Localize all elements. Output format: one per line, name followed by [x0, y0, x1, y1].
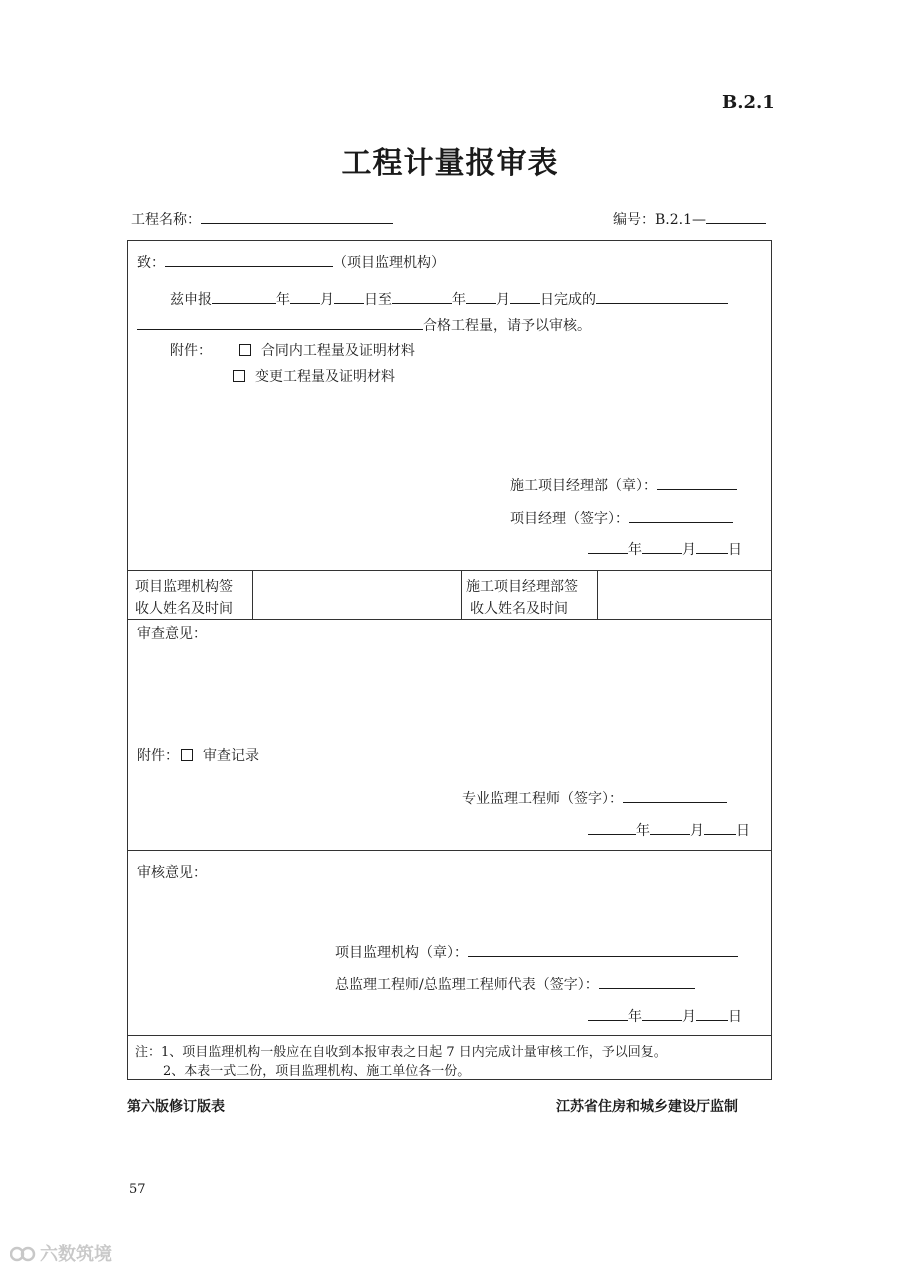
divider: [127, 1035, 772, 1036]
month-label: 月: [682, 542, 696, 558]
review-year-field[interactable]: [588, 819, 636, 835]
chief-sign-row: [335, 973, 695, 994]
start-day-field[interactable]: [334, 288, 364, 304]
attach-item-contract: 合同内工程量及证明材料: [260, 343, 415, 359]
day-label: 日: [728, 542, 742, 558]
apply-date-row: [588, 538, 742, 559]
footer-edition: 第六版修订版表: [127, 1099, 225, 1115]
org-seal-label: 项目监理机构（章）：: [335, 945, 468, 961]
chief-sign-field[interactable]: [599, 973, 695, 989]
apply-day-field[interactable]: [696, 538, 728, 554]
end-month-field[interactable]: [466, 288, 496, 304]
divider: [461, 570, 462, 619]
number-label: 编号：B.2.1—: [613, 212, 707, 228]
review-attach-label: 附件：: [137, 748, 179, 764]
approve-month-field[interactable]: [642, 1005, 682, 1021]
note-line-1: 注：1、项目监理机构一般应在自收到本报审表之日起 7 日内完成计量审核工作，予以回复。: [135, 1045, 667, 1060]
watermark-logo-icon: [10, 1245, 36, 1263]
month-label: 月: [690, 823, 704, 839]
divider: [127, 850, 772, 851]
page-number: 57: [129, 1182, 146, 1197]
review-attach-row: [137, 745, 259, 765]
end-day-field[interactable]: [510, 288, 540, 304]
note-line-2: 2、本表一式二份，项目监理机构、施工单位各一份。: [163, 1064, 471, 1079]
year-label: 年: [276, 292, 290, 308]
to-label: 致：: [137, 255, 165, 271]
org-seal-row: [335, 941, 738, 962]
year-label: 年: [628, 542, 642, 558]
work-content-field[interactable]: [596, 288, 728, 304]
attach-checkbox-contract[interactable]: [239, 344, 251, 356]
approve-opinion-label: 审核意见：: [137, 865, 207, 881]
review-opinion-label: 审查意见：: [137, 626, 207, 642]
review-attach-checkbox[interactable]: [181, 749, 193, 761]
dept-seal-label: 施工项目经理部（章）：: [510, 478, 657, 494]
apply-month-field[interactable]: [642, 538, 682, 554]
day-done-label: 日完成的: [540, 292, 596, 308]
watermark-text: 六数筑境: [40, 1244, 112, 1265]
attach-checkbox-change[interactable]: [233, 370, 245, 382]
supervision-receipt-label: [135, 576, 233, 620]
day-label: 日: [728, 1009, 742, 1025]
to-field[interactable]: [165, 251, 333, 267]
project-name-label: 工程名称：: [131, 212, 201, 228]
project-name-field[interactable]: [201, 208, 393, 224]
attach-row-1: [170, 340, 415, 360]
month-label: 月: [320, 292, 334, 308]
apply-year-field[interactable]: [588, 538, 628, 554]
contractor-receipt-label-line2: 收人姓名及时间: [470, 601, 568, 617]
quantity-field[interactable]: [137, 314, 423, 330]
review-month-field[interactable]: [650, 819, 690, 835]
approve-year-field[interactable]: [588, 1005, 628, 1021]
day-to-label: 日至: [364, 292, 392, 308]
page-title: 工程计量报审表: [341, 146, 559, 181]
month-label: 月: [682, 1009, 696, 1025]
divider: [127, 570, 772, 571]
watermark: [10, 1240, 112, 1266]
manager-sign-row: [510, 507, 733, 528]
start-year-field[interactable]: [212, 288, 276, 304]
start-month-field[interactable]: [290, 288, 320, 304]
dept-seal-field[interactable]: [657, 474, 737, 490]
org-seal-field[interactable]: [468, 941, 738, 957]
number-field[interactable]: [706, 208, 766, 224]
year-label: 年: [452, 292, 466, 308]
chief-sign-label: 总监理工程师/总监理工程师代表（签字）：: [335, 977, 599, 993]
contractor-receipt-label: [466, 576, 578, 620]
year-label: 年: [628, 1009, 642, 1025]
divider: [597, 570, 598, 619]
qualified-text: 合格工程量，请予以审核。: [423, 318, 591, 334]
divider: [252, 570, 253, 619]
manager-sign-label: 项目经理（签字）：: [510, 511, 629, 527]
manager-sign-field[interactable]: [629, 507, 733, 523]
number-row: [613, 208, 766, 229]
footer-issuer: 江苏省住房和城乡建设厅监制: [556, 1099, 738, 1115]
day-label: 日: [736, 823, 750, 839]
engineer-sign-field[interactable]: [623, 787, 727, 803]
review-date-row: [588, 819, 750, 840]
to-row: [137, 251, 445, 272]
qualified-row: [137, 314, 591, 335]
supervision-receipt-label-line1: 项目监理机构签: [135, 579, 233, 595]
supervision-receipt-label-line2: 收人姓名及时间: [135, 601, 233, 617]
to-suffix: （项目监理机构）: [333, 255, 445, 271]
declare-row: [170, 288, 728, 309]
approve-date-row: [588, 1005, 742, 1026]
year-label: 年: [636, 823, 650, 839]
review-day-field[interactable]: [704, 819, 736, 835]
project-name-row: [131, 208, 393, 229]
contractor-receipt-label-line1: 施工项目经理部签: [466, 579, 578, 595]
declare-prefix: 兹申报: [170, 292, 212, 308]
attach-row-2: [233, 366, 395, 386]
month-label: 月: [496, 292, 510, 308]
end-year-field[interactable]: [392, 288, 452, 304]
engineer-sign-label: 专业监理工程师（签字）：: [462, 791, 623, 807]
approve-day-field[interactable]: [696, 1005, 728, 1021]
form-code: B.2.1: [722, 92, 775, 113]
attach-item-change: 变更工程量及证明材料: [255, 369, 395, 385]
review-attach-item: 审查记录: [203, 748, 259, 764]
dept-seal-row: [510, 474, 737, 495]
engineer-sign-row: [462, 787, 727, 808]
attach-label: 附件：: [170, 343, 212, 359]
